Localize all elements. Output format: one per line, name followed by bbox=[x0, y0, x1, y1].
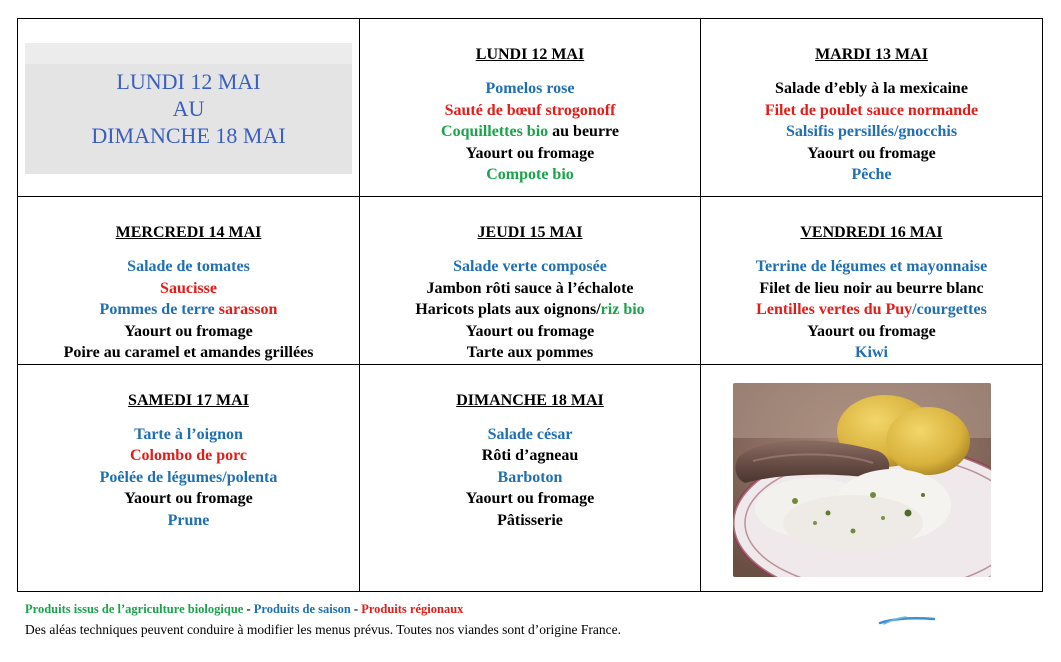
day-title: MERCREDI 14 MAI bbox=[115, 224, 262, 241]
menu-item bbox=[701, 278, 1042, 300]
menu-item-text: Pâtisserie bbox=[497, 511, 563, 529]
menu-item bbox=[360, 278, 700, 300]
menu-item-text: Salade d’ebly à la mexicaine bbox=[775, 80, 968, 97]
menu-item-text: Yaourt ou fromage bbox=[465, 144, 595, 162]
date-range-start: LUNDI 12 MAI bbox=[116, 69, 261, 94]
menu-item-text: Salade de tomates bbox=[127, 258, 250, 275]
swoosh-logo-icon bbox=[878, 612, 936, 626]
date-range-end: DIMANCHE 18 MAI bbox=[91, 123, 286, 148]
menu-item bbox=[701, 299, 1042, 321]
menu-item-text: Filet de poulet sauce normande bbox=[764, 101, 979, 119]
menu-item-text: riz bio bbox=[600, 301, 645, 318]
menu-items bbox=[360, 78, 700, 186]
date-range-box bbox=[25, 43, 352, 174]
menu-items bbox=[360, 424, 700, 532]
menu-item-text: Prune bbox=[167, 511, 210, 529]
menu-item-text: Pomelos rose bbox=[485, 80, 575, 97]
menu-item bbox=[701, 342, 1042, 364]
menu-item-text: Haricots plats aux oignons/ bbox=[415, 301, 601, 318]
menu-item-text: Yaourt ou fromage bbox=[465, 490, 595, 507]
day-cell-jeudi bbox=[360, 197, 701, 365]
weekly-menu-table bbox=[17, 18, 1043, 592]
menu-item-text: Tarte à l’oignon bbox=[134, 425, 243, 443]
menu-item bbox=[360, 342, 700, 364]
menu-item bbox=[360, 424, 700, 446]
menu-item bbox=[701, 100, 1042, 122]
menu-item bbox=[18, 342, 359, 364]
menu-item-text: Yaourt ou fromage bbox=[807, 144, 936, 162]
menu-item bbox=[18, 321, 359, 343]
menu-items bbox=[18, 424, 359, 532]
day-cell-mercredi bbox=[18, 197, 360, 365]
menu-item bbox=[701, 121, 1042, 143]
menu-item bbox=[701, 143, 1042, 165]
menu-item bbox=[360, 256, 700, 278]
day-cell-vendredi bbox=[701, 197, 1043, 365]
menu-item-text: Compote bio bbox=[486, 166, 574, 183]
menu-item bbox=[18, 445, 359, 467]
menu-item bbox=[360, 143, 700, 165]
menu-item-text: Yaourt ou fromage bbox=[124, 322, 253, 340]
menu-item bbox=[701, 164, 1042, 186]
date-range-cell bbox=[18, 19, 360, 197]
menu-item-text: sarasson bbox=[218, 301, 278, 318]
menu-item-text: au beurre bbox=[548, 123, 619, 140]
legend bbox=[25, 602, 463, 617]
menu-item bbox=[360, 299, 700, 321]
menu-item bbox=[360, 100, 700, 122]
menu-item bbox=[360, 121, 700, 143]
legend-item: - bbox=[243, 602, 254, 616]
menu-item-text: Salade césar bbox=[487, 425, 573, 443]
day-title: MARDI 13 MAI bbox=[815, 46, 928, 63]
legend-item: Produits régionaux bbox=[361, 602, 464, 616]
menu-item bbox=[360, 488, 700, 510]
menu-item-text: Saucisse bbox=[160, 279, 217, 297]
day-title: VENDREDI 16 MAI bbox=[800, 224, 943, 241]
menu-item-text: Kiwi bbox=[855, 344, 888, 361]
menu-item bbox=[18, 467, 359, 489]
menu-item-text: Poire au caramel et amandes grillées bbox=[63, 344, 314, 361]
menu-item-text: Yaourt ou fromage bbox=[124, 490, 253, 507]
legend-item: Produits de saison bbox=[253, 602, 351, 616]
day-cell-samedi bbox=[18, 364, 360, 591]
menu-item-text: Jambon rôti sauce à l’échalote bbox=[426, 279, 634, 297]
menu-item-text: Pommes de terre bbox=[99, 301, 219, 318]
menu-item bbox=[701, 256, 1042, 278]
day-cell-lundi bbox=[360, 19, 701, 197]
menu-item bbox=[360, 164, 700, 186]
day-title: DIMANCHE 18 MAI bbox=[456, 391, 604, 409]
food-photo-icon bbox=[733, 383, 991, 577]
menu-items bbox=[360, 256, 700, 364]
menu-item-text: Yaourt ou fromage bbox=[465, 322, 595, 340]
menu-item bbox=[360, 467, 700, 489]
menu-item-text: Coquillettes bio bbox=[441, 123, 549, 140]
legend-item: - bbox=[350, 602, 362, 616]
menu-item bbox=[18, 488, 359, 510]
menu-item-text: /courgettes bbox=[912, 301, 987, 318]
menu-item-text: Pêche bbox=[851, 166, 892, 183]
menu-item-text: Terrine de légumes et mayonnaise bbox=[755, 258, 988, 275]
menu-item-text: Lentilles vertes du Puy bbox=[756, 301, 913, 318]
menu-item-text: Salsifis persillés/gnocchis bbox=[785, 123, 958, 140]
photo-cell bbox=[701, 364, 1043, 591]
menu-item-text: Poêlée de légumes/polenta bbox=[99, 468, 278, 486]
menu-item bbox=[18, 299, 359, 321]
disclaimer-note: Des aléas techniques peuvent conduire à modifier les menus prévus. Toutes nos viandes sont d’origine France. bbox=[25, 622, 622, 637]
menu-item-text: Rôti d’agneau bbox=[481, 447, 579, 464]
menu-item bbox=[18, 278, 359, 300]
menu-item bbox=[360, 445, 700, 467]
date-range-separator: AU bbox=[172, 96, 205, 121]
menu-item-text: Tarte aux pommes bbox=[466, 344, 594, 361]
day-title: SAMEDI 17 MAI bbox=[128, 391, 249, 409]
menu-item bbox=[360, 321, 700, 343]
day-cell-dimanche bbox=[360, 364, 701, 591]
day-title: LUNDI 12 MAI bbox=[475, 46, 585, 63]
menu-item-text: Salade verte composée bbox=[453, 258, 607, 275]
menu-item-text: Barboton bbox=[497, 468, 563, 486]
menu-item bbox=[701, 321, 1042, 343]
menu-item bbox=[360, 510, 700, 532]
food-photo bbox=[733, 383, 991, 577]
legend-item: Produits issus de l’agriculture biologique bbox=[25, 602, 244, 616]
menu-items bbox=[701, 78, 1042, 186]
menu-item bbox=[701, 78, 1042, 100]
menu-item-text: Sauté de bœuf strogonoff bbox=[444, 101, 616, 119]
day-cell-mardi bbox=[701, 19, 1043, 197]
menu-item-text: Yaourt ou fromage bbox=[807, 322, 936, 340]
menu-item bbox=[18, 510, 359, 532]
menu-item bbox=[18, 424, 359, 446]
menu-item-text: Colombo de porc bbox=[129, 447, 248, 464]
menu-item bbox=[360, 78, 700, 100]
menu-item bbox=[18, 256, 359, 278]
menu-items bbox=[701, 256, 1042, 364]
day-title: JEUDI 15 MAI bbox=[477, 224, 583, 241]
menu-item-text: Filet de lieu noir au beurre blanc bbox=[759, 279, 984, 297]
menu-items bbox=[18, 256, 359, 364]
